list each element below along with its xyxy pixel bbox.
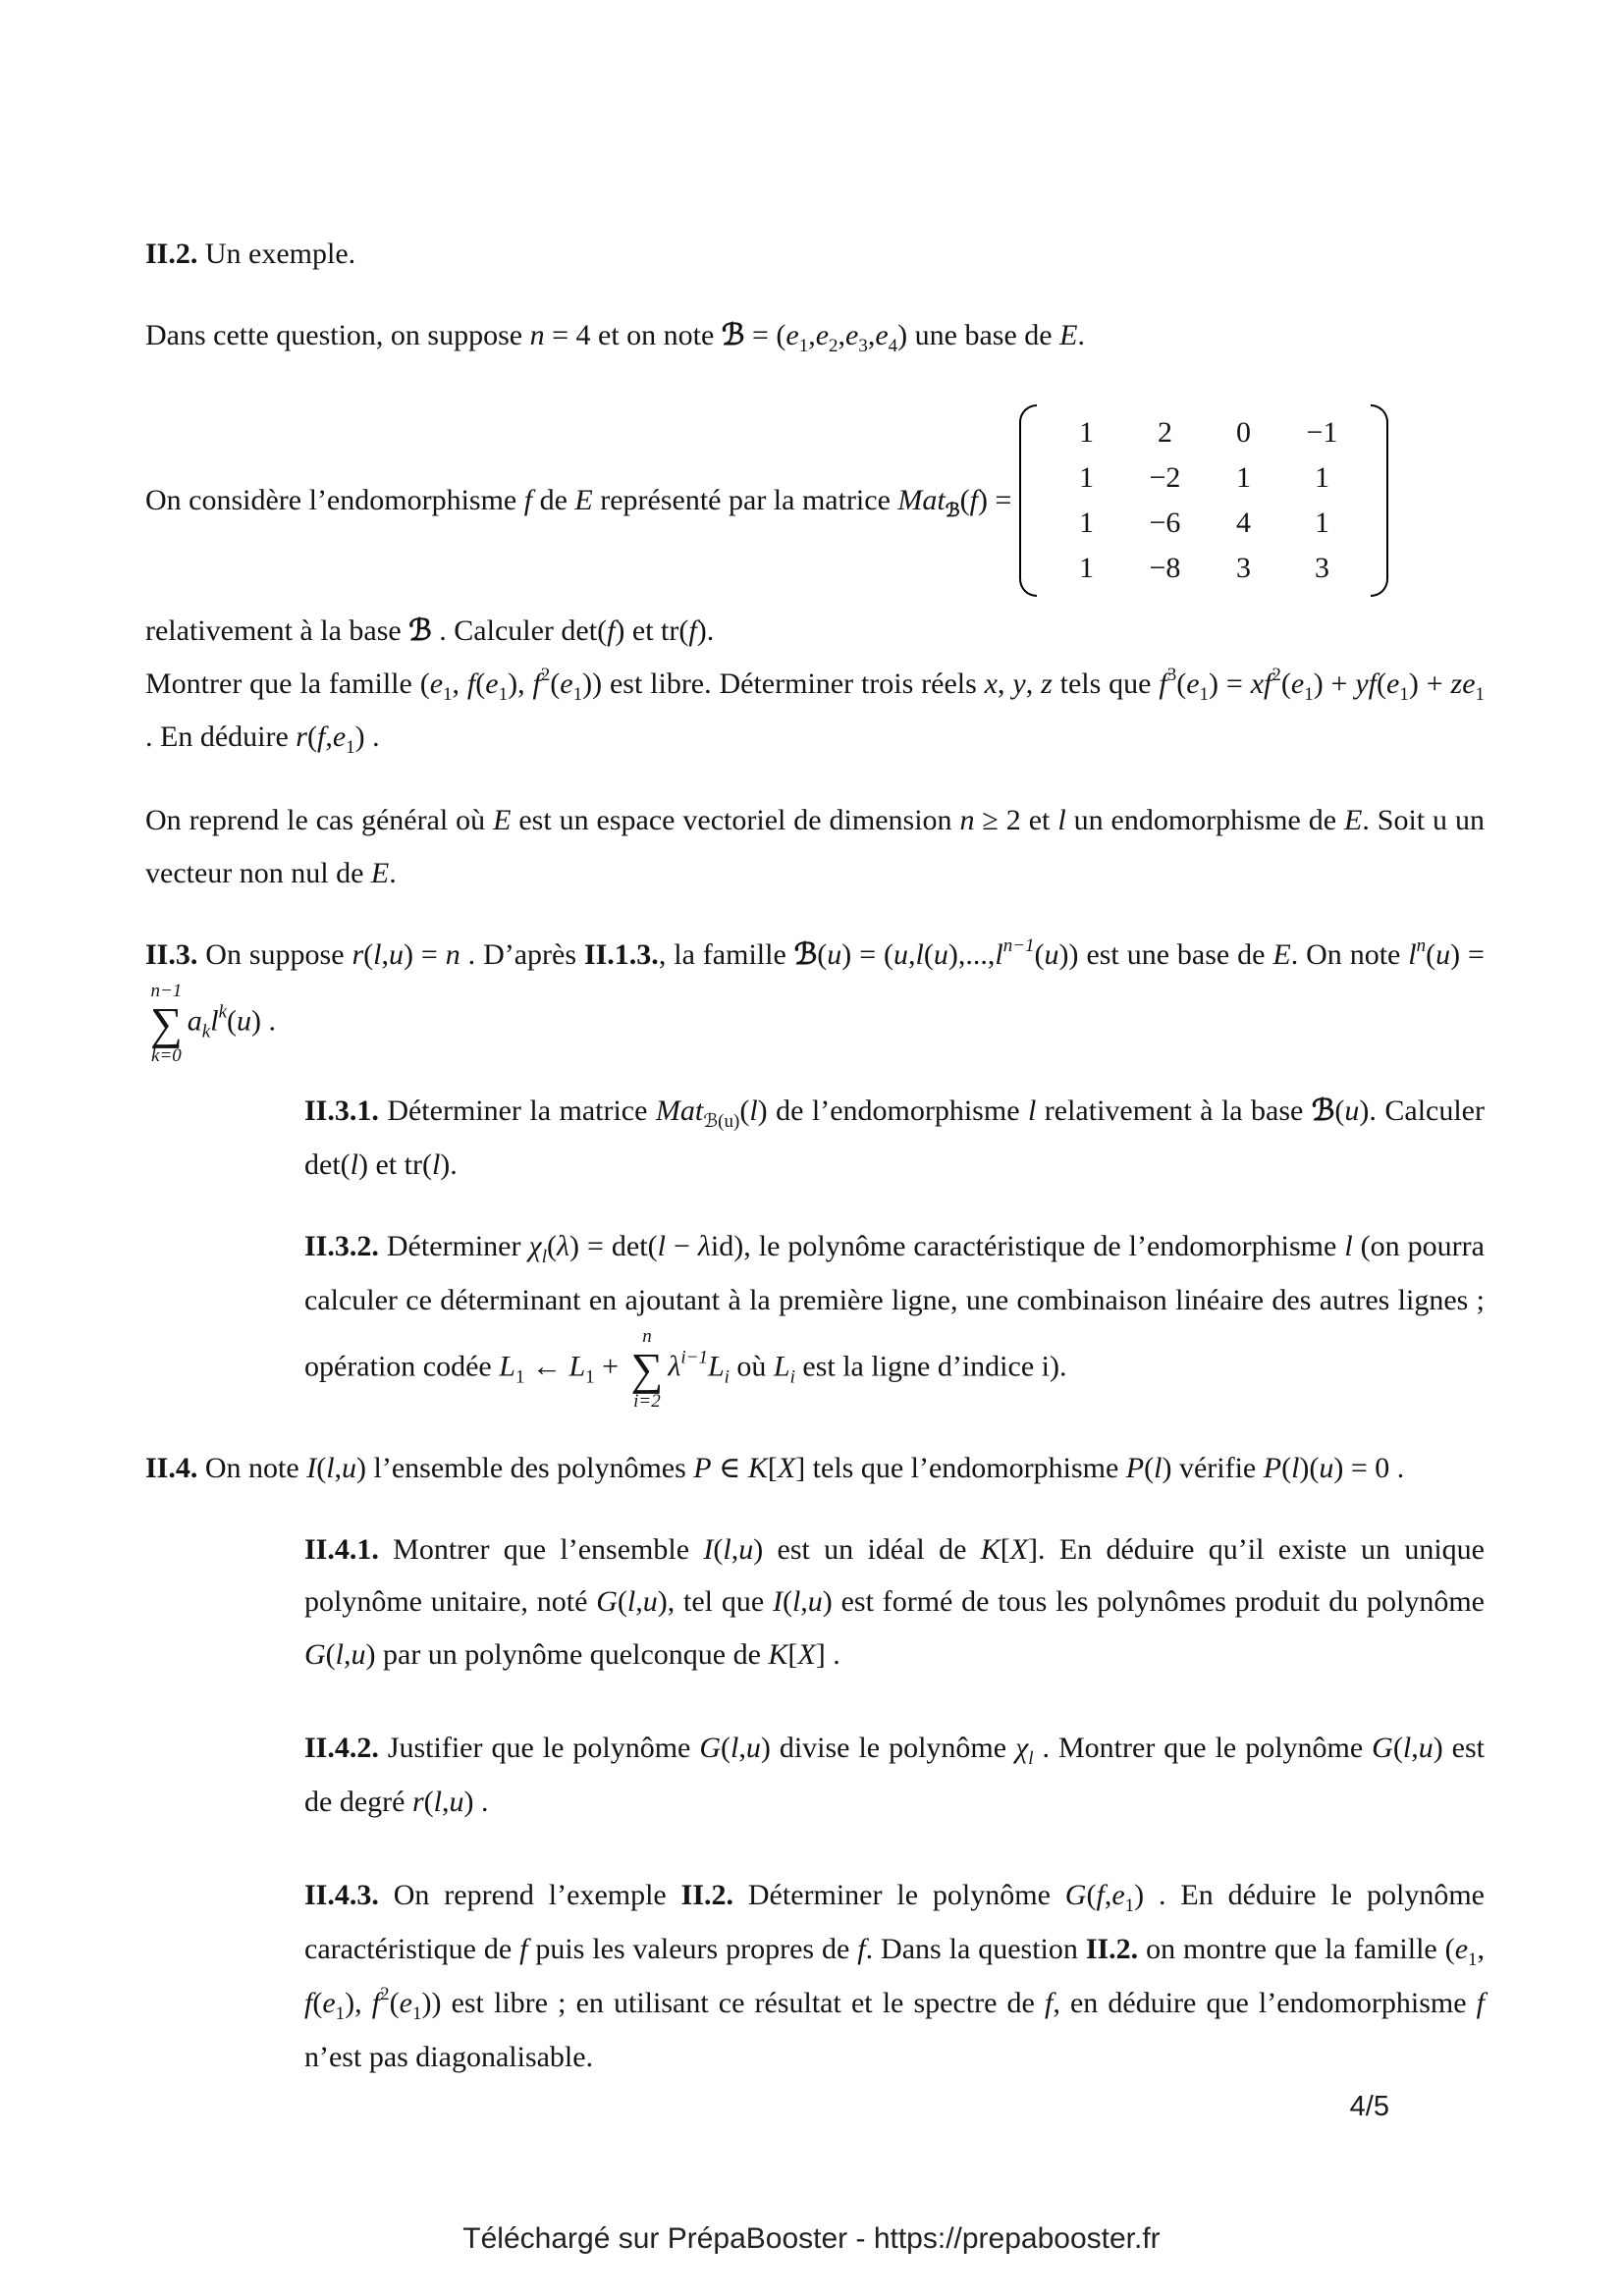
text-run: u bbox=[1319, 1451, 1334, 1484]
text-run: L bbox=[707, 1350, 725, 1383]
text-run: i bbox=[789, 1366, 795, 1388]
text-run: f bbox=[371, 1986, 381, 2019]
text-run: l bbox=[1344, 1229, 1353, 1262]
text-run: I bbox=[703, 1532, 714, 1566]
text-run: G bbox=[1064, 1879, 1087, 1912]
text-run: e bbox=[485, 667, 499, 700]
text-run: ℬ bbox=[408, 614, 432, 648]
text-run: l bbox=[335, 1637, 345, 1671]
text-run: e bbox=[1290, 667, 1305, 700]
text-run: u bbox=[1435, 938, 1451, 971]
text-run: f bbox=[969, 483, 979, 516]
text-run: u bbox=[342, 1451, 357, 1484]
text-run: I bbox=[772, 1585, 783, 1619]
text-run: ℬ(u) bbox=[703, 1110, 740, 1132]
text-run: n bbox=[1416, 935, 1427, 956]
text-run: 1 bbox=[585, 1366, 595, 1388]
text-run: e bbox=[785, 319, 799, 352]
para-II43: II.4.3. On reprend l’exemple II.2. Déterminer le polynôme $G(f,e_1)$ . En déduire le polynôme caractéristique de f puis les valeurs propres de f. Dans la question II.2. on montre que la famille ($e_1$, $f(e_1)$, $f^2(e_1)$) est libre ; en utilisant ce résultat et le spectre de f, en déduire que l’endomorphisme f n’est pas diagonalisable. bbox=[304, 1879, 1486, 2073]
text-run: e bbox=[332, 721, 347, 754]
text-run: X bbox=[777, 1451, 796, 1484]
text-run: K bbox=[768, 1637, 788, 1671]
text-run: 2 bbox=[1271, 664, 1281, 685]
text-run: 3 bbox=[858, 336, 868, 357]
text-run: i−1 bbox=[680, 1347, 708, 1368]
text-run: II.4.3. bbox=[304, 1879, 379, 1912]
text-run: 1 bbox=[346, 737, 355, 759]
text-run: E bbox=[493, 804, 512, 837]
text-run: Mat bbox=[655, 1094, 704, 1127]
text-run: E bbox=[1344, 804, 1363, 837]
text-run: l bbox=[1402, 1732, 1412, 1765]
text-run: u bbox=[388, 938, 404, 971]
text-run: f bbox=[304, 1986, 313, 2019]
para-II3: II.3. On suppose r(l,u) = n . D’après II.1.3., la famille ℬ(u) = $(u,l(u),...,l^{n-1}(u))$ est une base de E. On note $l^n(u)$ = n−1 ∑ k=0 $a_kl^k(u)$ . bbox=[145, 935, 1485, 1066]
text-run: l bbox=[431, 1148, 441, 1181]
text-run: 2 bbox=[829, 336, 839, 357]
text-run: 1 bbox=[798, 336, 809, 357]
text-run: l bbox=[326, 1451, 335, 1484]
text-run: λ bbox=[697, 1229, 711, 1262]
matrix-cell: 3 bbox=[1314, 552, 1329, 585]
text-run: f bbox=[316, 721, 326, 754]
para-relativement: relativement à la base ℬ . Calculer det(f) et tr(f). bbox=[145, 614, 715, 648]
text-run: f bbox=[1264, 667, 1272, 700]
text-run: n bbox=[529, 319, 545, 352]
text-run: II.4.2. bbox=[304, 1732, 379, 1765]
text-run: e bbox=[1186, 667, 1200, 700]
text-run: a bbox=[187, 1004, 202, 1038]
text-run: 1 bbox=[498, 683, 509, 705]
footer-text: Téléchargé sur PrépaBooster - https://prepabooster.fr bbox=[462, 2222, 1161, 2255]
text-run: u bbox=[642, 1585, 658, 1619]
text-run: f bbox=[1476, 1986, 1485, 2019]
text-run: 1 bbox=[443, 683, 453, 705]
matrix-cell: 1 bbox=[1314, 507, 1329, 540]
text-run: ℬ bbox=[793, 938, 818, 971]
para-hypothese: Dans cette question, on suppose n = 4 et on note ℬ = $(e_1,e_2,e_3,e_4)$ une base de E. bbox=[145, 319, 1085, 357]
text-run: l bbox=[723, 1532, 731, 1566]
text-run: II.2. bbox=[680, 1879, 733, 1912]
matrix-cell: 3 bbox=[1235, 552, 1251, 585]
para-cas-general: On reprend le cas général où E est un espace vectoriel de dimension n ≥ 2 et l un endomorphisme de E. Soit u un vecteur non nul de E. bbox=[145, 804, 1485, 889]
text-run: u bbox=[827, 938, 842, 971]
text-run: l bbox=[730, 1732, 739, 1765]
text-run: II.2. bbox=[145, 238, 198, 270]
text-run: e bbox=[1386, 667, 1400, 700]
text-run: k bbox=[218, 1001, 228, 1023]
text-run: II.3.1. bbox=[304, 1094, 379, 1127]
text-run: e bbox=[399, 1986, 412, 2019]
text-run: n bbox=[445, 938, 460, 971]
text-run: l bbox=[626, 1585, 636, 1619]
para-matrice bbox=[145, 404, 1485, 597]
para-II31: II.3.1. Déterminer la matrice Mat$_{ℬ(u)}$(l) de l’endomorphisme l relativement à la base ℬ(u). Calculer det(l) et tr(l). bbox=[304, 1094, 1485, 1181]
text-run: E bbox=[370, 856, 390, 889]
text-run: x bbox=[1250, 667, 1265, 700]
text-run: f bbox=[1368, 667, 1378, 700]
text-run: II.4.1. bbox=[304, 1532, 379, 1566]
text-run: G bbox=[596, 1585, 618, 1619]
matrix-cells bbox=[1037, 404, 1371, 597]
text-run: e bbox=[875, 319, 889, 352]
document-body bbox=[145, 228, 1485, 2083]
text-run: u bbox=[1344, 1094, 1360, 1127]
sum-operator: n−1 ∑ k=0 bbox=[150, 981, 183, 1066]
text-run: χ bbox=[1015, 1732, 1029, 1765]
text-run: e bbox=[845, 319, 859, 352]
text-run: 3 bbox=[1166, 664, 1177, 685]
matrix-cell: 1 bbox=[1314, 461, 1329, 495]
matrix-row bbox=[1047, 501, 1361, 546]
text-run: u bbox=[745, 1732, 761, 1765]
text-run: u bbox=[351, 1637, 366, 1671]
text-run: 1 bbox=[411, 2002, 422, 2024]
sum-operator: n ∑ i=2 bbox=[630, 1326, 664, 1412]
text-run: l bbox=[1027, 1094, 1037, 1127]
matrix-paren-right bbox=[1371, 404, 1388, 597]
text-run: e bbox=[560, 667, 573, 700]
text-run: e bbox=[322, 1986, 336, 2019]
text-run: e bbox=[1111, 1879, 1125, 1912]
text-run: u bbox=[807, 1585, 823, 1619]
text-run: z bbox=[1450, 667, 1463, 700]
text-run: 2 bbox=[380, 1983, 390, 2004]
text-run: f bbox=[1045, 1986, 1054, 2019]
text-run: l bbox=[749, 1094, 758, 1127]
matrix-line-text: On considère l’endomorphisme f de E représenté par la matrice Mat$_ℬ$(f) = bbox=[145, 483, 1012, 521]
text-run: f bbox=[1096, 1879, 1105, 1912]
matrix-row bbox=[1047, 455, 1361, 501]
text-run: f bbox=[466, 667, 476, 700]
text-run: f bbox=[532, 667, 541, 700]
text-run: L bbox=[499, 1350, 515, 1383]
matrix-cell: 4 bbox=[1235, 507, 1251, 540]
text-run: G bbox=[304, 1637, 326, 1671]
text-run: l bbox=[433, 1785, 442, 1818]
text-run: u bbox=[893, 938, 909, 971]
text-run: k bbox=[201, 1021, 211, 1042]
text-run: λ bbox=[556, 1229, 569, 1262]
text-run: ℬ bbox=[945, 500, 960, 521]
text-run: λ bbox=[668, 1350, 681, 1383]
text-run: II.4. bbox=[145, 1451, 198, 1484]
para-II4: II.4. On note I(l,u) l’ensemble des polynômes P ∈ K[X] tels que l’endomorphisme P(l) vérifie P(l)(u) = 0 . bbox=[145, 1451, 1405, 1484]
text-run: u bbox=[738, 1532, 754, 1566]
text-run: E bbox=[1272, 938, 1291, 971]
text-run: G bbox=[699, 1732, 722, 1765]
text-run: l bbox=[1154, 1451, 1163, 1484]
text-run: u bbox=[1044, 938, 1059, 971]
text-run: L bbox=[568, 1350, 586, 1383]
text-run: II.2. bbox=[1085, 1933, 1139, 1966]
text-run: f bbox=[519, 1933, 528, 1966]
text-run: l bbox=[995, 938, 1003, 971]
text-run: l bbox=[541, 1246, 547, 1267]
text-run: e bbox=[815, 319, 830, 352]
text-run: l bbox=[210, 1004, 219, 1038]
matrix-cell: −6 bbox=[1149, 507, 1181, 540]
para-famille-libre: Montrer que la famille ($e_1$, $f(e_1)$, $f^2(e_1)$) est libre. Déterminer trois réels x, y, z tels que $f^3(e_1) = xf^2(e_1) + yf(e_1) + ze_1$ . En déduire $r(f,e_1)$ . bbox=[145, 664, 1486, 759]
text-run: u bbox=[449, 1785, 464, 1818]
text-run: 1 bbox=[1124, 1896, 1135, 1917]
text-run: 1 bbox=[1199, 683, 1210, 705]
text-run: n bbox=[959, 804, 975, 837]
text-run: P bbox=[1125, 1451, 1145, 1484]
text-run: P bbox=[1263, 1451, 1282, 1484]
heading-II2: II.2. Un exemple. bbox=[145, 238, 356, 270]
matrix-row bbox=[1047, 546, 1361, 591]
text-run: l bbox=[791, 1585, 801, 1619]
text-run: r bbox=[352, 938, 364, 971]
text-run: f bbox=[1159, 667, 1167, 700]
text-run: u bbox=[237, 1004, 252, 1038]
text-run: r bbox=[411, 1785, 424, 1818]
text-run: f bbox=[857, 1933, 866, 1966]
text-run: 4 bbox=[888, 336, 898, 357]
text-run: z bbox=[1041, 667, 1053, 700]
matrix-cell: 1 bbox=[1078, 461, 1094, 495]
text-run: e bbox=[1454, 1933, 1469, 1966]
text-run: II.3.2. bbox=[304, 1229, 379, 1262]
text-run: ℬ bbox=[1311, 1094, 1335, 1127]
matrix-paren-left bbox=[1019, 404, 1037, 597]
text-run: χ bbox=[528, 1229, 542, 1262]
text-run: 1 bbox=[1304, 683, 1314, 705]
matrix-cell: −2 bbox=[1149, 461, 1181, 495]
text-run: f bbox=[607, 614, 616, 648]
text-run: f bbox=[523, 483, 533, 516]
text-run: l bbox=[657, 1229, 666, 1262]
matrix-cell: 1 bbox=[1078, 552, 1094, 585]
text-run: K bbox=[980, 1532, 1001, 1566]
matrix-cell: −8 bbox=[1149, 552, 1181, 585]
text-run: ℬ bbox=[721, 319, 745, 352]
text-run: y bbox=[1012, 667, 1026, 700]
text-run: X bbox=[797, 1637, 816, 1671]
text-run: e bbox=[429, 667, 444, 700]
para-II41: II.4.1. Montrer que l’ensemble I(l,u) est un idéal de K[X]. En déduire qu’il existe un unique polynôme unitaire, noté G(l,u), tel que I(l,u) est formé de tous les polynômes produit du polynôme G(l,u) par un polynôme quelconque de K[X] . bbox=[304, 1532, 1486, 1671]
text-run: 1 bbox=[1475, 683, 1486, 705]
text-run: y bbox=[1355, 667, 1369, 700]
text-run: 1 bbox=[335, 2002, 346, 2024]
matrix-cell: −1 bbox=[1306, 416, 1338, 450]
matrix-row bbox=[1047, 410, 1361, 455]
text-run: 1 bbox=[514, 1366, 525, 1388]
matrix-cell: 2 bbox=[1157, 416, 1172, 450]
text-run: E bbox=[1059, 319, 1078, 352]
text-run: I bbox=[306, 1451, 317, 1484]
text-run: i bbox=[724, 1366, 730, 1388]
text-run: II.3. bbox=[145, 938, 198, 971]
matrix-mat-f bbox=[1019, 404, 1388, 597]
text-run: l bbox=[1028, 1748, 1034, 1770]
text-run: l bbox=[1057, 804, 1066, 837]
text-run: 1 bbox=[1468, 1949, 1478, 1971]
text-run: l bbox=[1291, 1451, 1300, 1484]
text-run: l bbox=[350, 1148, 358, 1181]
text-run: l bbox=[915, 938, 924, 971]
text-run: l bbox=[373, 938, 382, 971]
text-run: u bbox=[933, 938, 948, 971]
matrix-cell: 1 bbox=[1078, 507, 1094, 540]
text-run: 2 bbox=[540, 664, 551, 685]
text-run: II.1.3. bbox=[583, 938, 659, 971]
para-II42: II.4.2. Justifier que le polynôme G(l,u) divise le polynôme $\chi_l$ . Montrer que le polynôme G(l,u) est de degré r(l,u) . bbox=[304, 1732, 1485, 1818]
text-run: E bbox=[574, 483, 593, 516]
text-run: f bbox=[688, 614, 697, 648]
text-run: 1 bbox=[1399, 683, 1409, 705]
text-run: X bbox=[1009, 1532, 1029, 1566]
text-run: L bbox=[773, 1350, 790, 1383]
text-run: x bbox=[984, 667, 998, 700]
text-run: P bbox=[693, 1451, 712, 1484]
matrix-cell: 1 bbox=[1078, 416, 1094, 450]
text-run: u bbox=[1418, 1732, 1434, 1765]
text-run: r bbox=[296, 721, 307, 754]
page-number: 4/5 bbox=[1349, 2091, 1389, 2122]
para-II32: II.3.2. Déterminer $\chi_l(\lambda) = \det(l - \lambda id)$, le polynôme caractéristique de l’endomorphisme l (on pourra calculer ce déterminant en ajoutant à la première ligne, une combinaison linéaire des autres lignes ; opération codée $L_1$ ← $L_1$ + n ∑ i=2 $\lambda^{i-1}L_i$ où $L_i$ est la ligne d’indice i). bbox=[304, 1229, 1485, 1412]
text-run: e bbox=[1462, 667, 1476, 700]
text-run: 1 bbox=[572, 683, 583, 705]
matrix-cell: 0 bbox=[1235, 416, 1251, 450]
text-run: K bbox=[747, 1451, 768, 1484]
text-run: n−1 bbox=[1002, 935, 1035, 956]
text-run: l bbox=[1408, 938, 1417, 971]
text-run: Mat bbox=[897, 483, 946, 516]
text-run: G bbox=[1372, 1732, 1393, 1765]
matrix-cell: 1 bbox=[1235, 461, 1251, 495]
